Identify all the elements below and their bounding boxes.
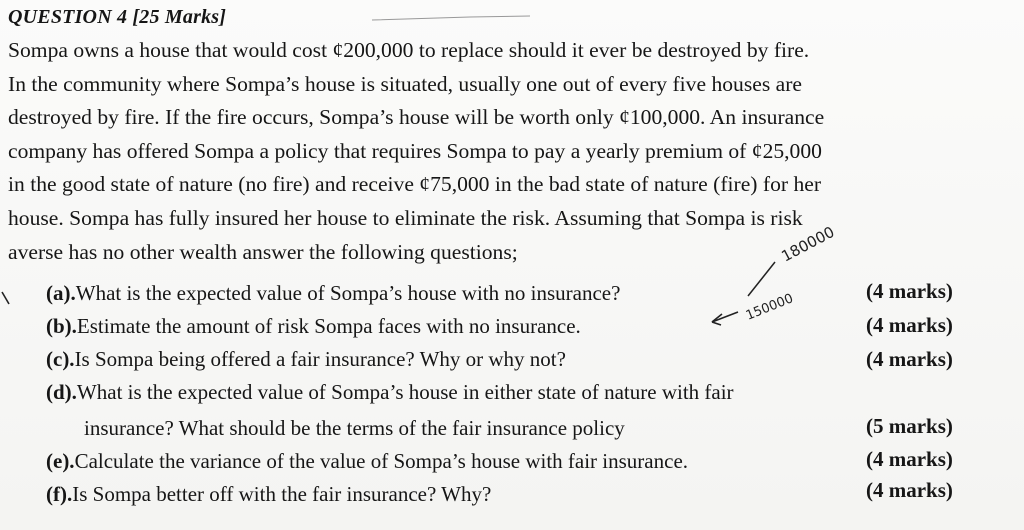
question-b [46,314,581,339]
question-text: Is Sompa better off with the fair insurance? Why? [72,482,492,506]
intro-line: destroyed by fire. If the fire occurs, Sompa’s house will be worth only ¢100,000. An insurance [8,105,825,130]
question-label: (f). [46,482,73,506]
intro-line: In the community where Sompa’s house is situated, usually one out of every five houses are [8,71,802,96]
marks-c: (4 marks) [866,347,953,371]
question-text: What is the expected value of Sompa’s house with no insurance? [75,281,621,305]
marks-f: (4 marks) [866,478,953,502]
question-label: (a). [46,281,76,305]
marks-e: (4 marks) [866,447,953,471]
question-e [46,449,688,474]
question-label: (c). [46,347,75,371]
question-text: Calculate the variance of the value of Sompa’s house with fair insurance. [74,449,689,473]
pencil-dash [372,16,530,20]
question-label: (b). [46,314,77,338]
arrow-line [712,312,738,322]
intro-line: averse has no other wealth answer the following questions; [8,239,518,264]
handwritten-note-2: 150000 [743,291,796,324]
question-a [46,281,620,306]
intro-line: company has offered Sompa a policy that requires Sompa to pay a yearly premium of ¢25,000 [8,138,822,163]
intro-line: house. Sompa has fully insured her house to eliminate the risk. Assuming that Sompa is risk [8,205,803,230]
arrow-head-icon [712,314,722,325]
question-heading: QUESTION 4 [25 Marks] [8,6,227,28]
question-text: Is Sompa being offered a fair insurance? Why or why not? [74,347,566,371]
question-d [46,380,734,405]
question-text: What is the expected value of Sompa’s house in either state of nature with fair [76,380,734,404]
question-label: (e). [46,449,75,473]
marks-d: (5 marks) [866,414,953,438]
margin-tick [2,292,9,304]
question-intro [8,34,1008,269]
intro-line: Sompa owns a house that would cost ¢200,000 to replace should it ever be destroyed by fire. [8,38,810,62]
marks-a: (4 marks) [866,279,953,303]
question-text: Estimate the amount of risk Sompa faces with no insurance. [76,314,581,338]
marks-b: (4 marks) [866,313,953,337]
handwritten-note-1: 180000 [778,222,838,266]
question-label: (d). [46,380,77,404]
intro-line: in the good state of nature (no fire) and receive ¢75,000 in the bad state of nature (fire) for her [8,172,822,197]
question-d-continued: insurance? What should be the terms of the fair insurance policy [84,416,625,440]
question-f [46,482,491,507]
question-c [46,347,566,372]
